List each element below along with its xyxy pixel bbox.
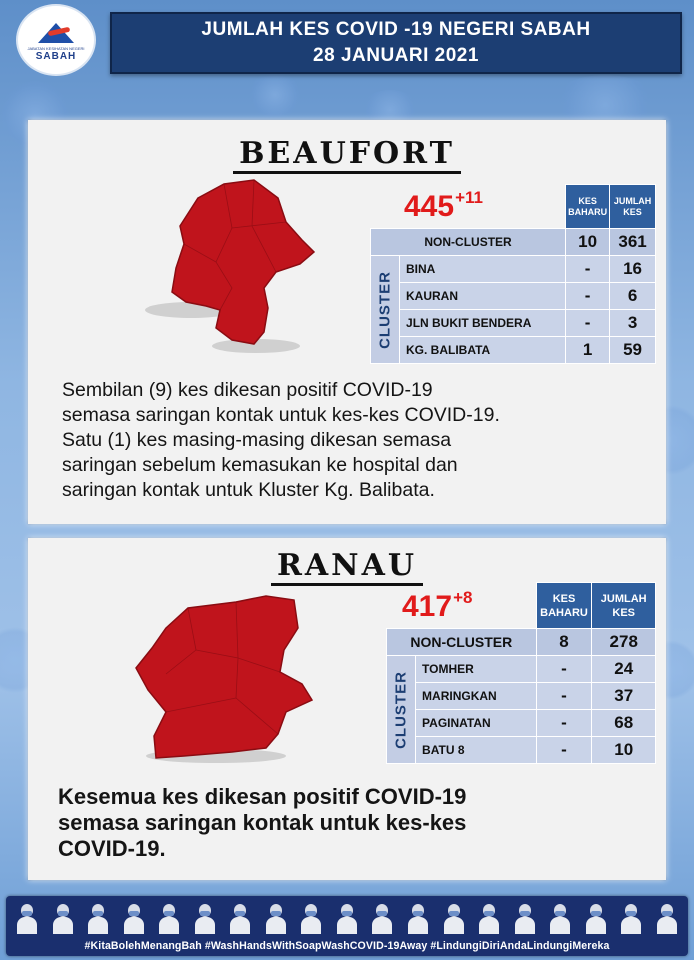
row-total: 16 — [610, 256, 656, 283]
page-title: JUMLAH KES COVID -19 NEGERI SABAH — [201, 19, 591, 40]
person-icon — [123, 904, 145, 934]
cluster-label-text: CLUSTER — [392, 670, 410, 749]
table-row — [387, 683, 656, 710]
row-new: 1 — [566, 337, 610, 364]
description-line: COVID-19. — [58, 836, 166, 861]
table-row — [387, 737, 656, 764]
beaufort-description — [62, 378, 662, 503]
mountain-logo-icon — [34, 19, 78, 45]
person-icon — [514, 904, 536, 934]
beaufort-panel — [28, 120, 666, 524]
person-icon — [656, 904, 678, 934]
total-value: 445 — [404, 190, 455, 223]
district-title-text: BEAUFORT — [233, 136, 461, 174]
row-new: - — [536, 710, 592, 737]
column-header-total: JUMLAH KES — [592, 583, 656, 629]
row-new: - — [566, 310, 610, 337]
description-line: semasa saringan kontak untuk kes-kes — [58, 810, 467, 835]
row-new: - — [536, 656, 592, 683]
row-label: JLN BUKIT BENDERA — [400, 310, 566, 337]
row-total: 361 — [610, 229, 656, 256]
person-icon — [549, 904, 571, 934]
table-row — [371, 310, 656, 337]
description-line: Kesemua kes dikesan positif COVID-19 — [58, 784, 467, 809]
row-total: 6 — [610, 283, 656, 310]
row-label: PAGINATAN — [416, 710, 537, 737]
row-total: 68 — [592, 710, 656, 737]
ranau-map-image — [126, 588, 326, 768]
total-value: 417 — [402, 590, 453, 623]
row-total: 24 — [592, 656, 656, 683]
person-icon — [371, 904, 393, 934]
hashtag-footer-banner — [6, 896, 688, 956]
sabah-health-logo — [16, 4, 96, 76]
row-label: KG. BALIBATA — [400, 337, 566, 364]
description-line: saringan sebelum kemasukan ke hospital dan — [62, 454, 458, 476]
table-row — [387, 710, 656, 737]
table-row — [371, 256, 656, 283]
row-label: NON-CLUSTER — [371, 229, 566, 256]
column-header-total: JUMLAH KES — [610, 185, 656, 229]
row-total: 37 — [592, 683, 656, 710]
row-new: - — [566, 256, 610, 283]
description-line: Satu (1) kes masing-masing dikesan semasa — [62, 429, 452, 451]
table-row — [371, 283, 656, 310]
row-label: BINA — [400, 256, 566, 283]
virus-decoration — [250, 70, 300, 120]
row-new: - — [536, 683, 592, 710]
row-new: 8 — [536, 629, 592, 656]
ranau-description — [58, 784, 658, 862]
new-cases-superscript: +8 — [453, 588, 473, 607]
person-icon — [443, 904, 465, 934]
row-new: - — [566, 283, 610, 310]
person-icon — [194, 904, 216, 934]
person-icon — [585, 904, 607, 934]
beaufort-case-table — [370, 184, 656, 364]
column-header-new: KES BAHARU — [566, 185, 610, 229]
person-icon — [336, 904, 358, 934]
row-label: MARINGKAN — [416, 683, 537, 710]
row-new: - — [536, 737, 592, 764]
cluster-label-text: CLUSTER — [376, 270, 394, 349]
district-title — [28, 548, 666, 583]
cluster-vertical-label — [371, 256, 400, 364]
description-line: saringan kontak untuk Kluster Kg. Balibata. — [62, 479, 435, 501]
person-icon — [52, 904, 74, 934]
person-icon — [87, 904, 109, 934]
person-icon — [407, 904, 429, 934]
district-title — [28, 136, 666, 171]
hashtags-text: #KitaBolehMenangBah #WashHandsWithSoapWashCOVID-19Away #LindungiDiriAndaLindungiMereka — [84, 940, 610, 952]
row-new: 10 — [566, 229, 610, 256]
person-icon — [229, 904, 251, 934]
logo-org-text: JABATAN KESIHATAN NEGERI — [27, 45, 85, 51]
beaufort-map-image — [136, 168, 336, 368]
person-icon — [478, 904, 500, 934]
description-line: Sembilan (9) kes dikesan positif COVID-19 — [62, 379, 433, 401]
page-header — [110, 12, 682, 74]
row-total: 278 — [592, 629, 656, 656]
ranau-case-table — [386, 582, 656, 764]
row-label: NON-CLUSTER — [387, 629, 537, 656]
person-icon — [300, 904, 322, 934]
person-icon — [620, 904, 642, 934]
column-header-new: KES BAHARU — [536, 583, 592, 629]
table-row-non-cluster — [387, 629, 656, 656]
logo-name-text: SABAH — [35, 50, 77, 62]
row-label: KAURAN — [400, 283, 566, 310]
table-row — [387, 656, 656, 683]
new-cases-superscript: +11 — [455, 188, 483, 207]
district-title-text: RANAU — [271, 548, 423, 586]
ranau-panel — [28, 538, 666, 880]
row-total: 3 — [610, 310, 656, 337]
page-date: 28 JANUARI 2021 — [313, 45, 479, 66]
table-row — [371, 337, 656, 364]
row-total: 59 — [610, 337, 656, 364]
person-icon — [16, 904, 38, 934]
person-icon — [265, 904, 287, 934]
frontliner-figures — [16, 900, 678, 934]
row-total: 10 — [592, 737, 656, 764]
description-line: semasa saringan kontak untuk kes-kes COVID-19. — [62, 404, 500, 426]
table-row-non-cluster — [371, 229, 656, 256]
person-icon — [158, 904, 180, 934]
cluster-vertical-label — [387, 656, 416, 764]
row-label: BATU 8 — [416, 737, 537, 764]
row-label: TOMHER — [416, 656, 537, 683]
